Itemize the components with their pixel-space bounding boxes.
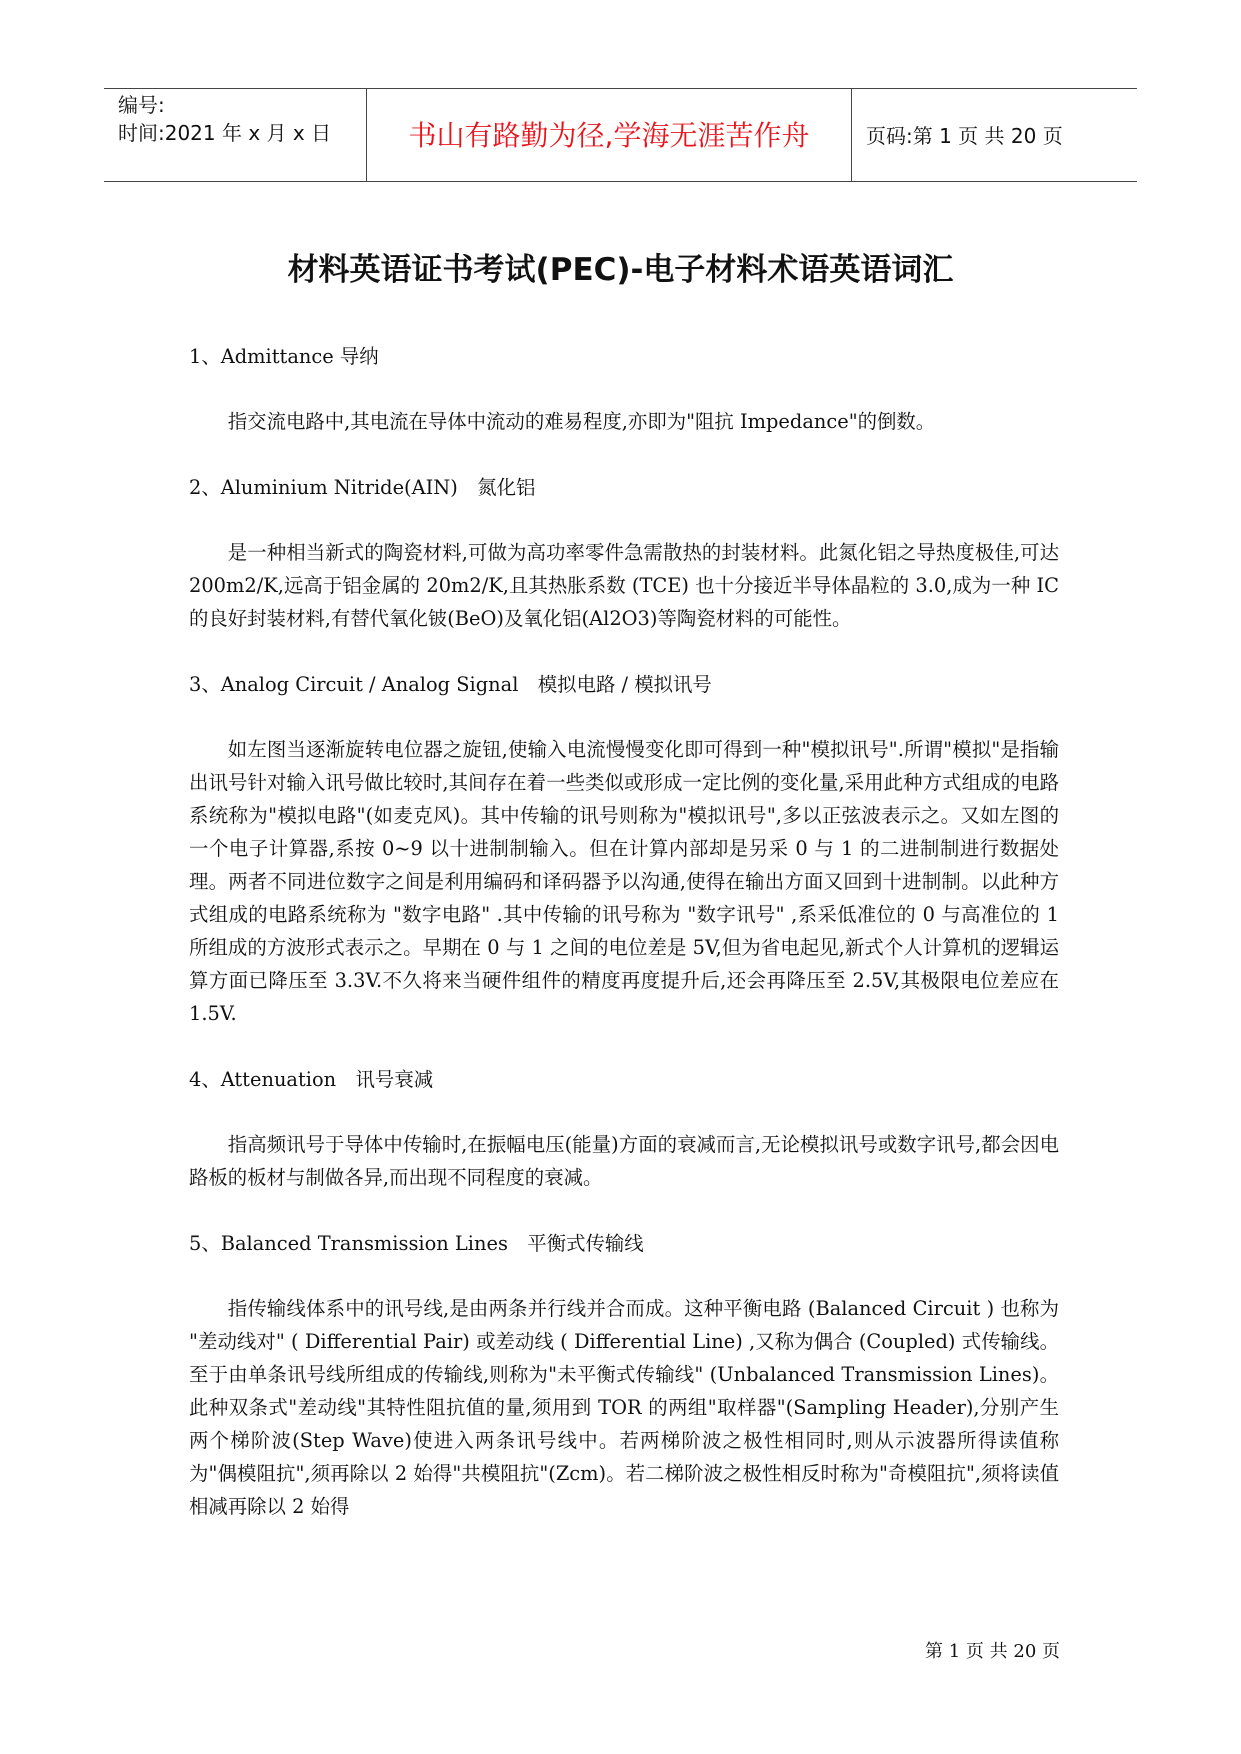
entry-term: 5、Balanced Transmission Lines 平衡式传输线 [189, 1232, 644, 1255]
entry-term: 3、Analog Circuit / Analog Signal 模拟电路 / 模拟讯号 [189, 673, 712, 696]
glossary-entry [189, 1227, 1059, 1523]
entry-term: 2、Aluminium Nitride(AIN) 氮化铝 [189, 476, 536, 499]
glossary-entry [189, 668, 1059, 1030]
glossary-content [189, 340, 1059, 1523]
header-date-label: 时间:2021 年 x 月 x 日 [118, 121, 332, 145]
glossary-entry [189, 471, 1059, 635]
entry-definition: 是一种相当新式的陶瓷材料,可做为高功率零件急需散热的封装材料。此氮化铝之导热度极佳,可达 200m2/K,远高于铝金属的 20m2/K,且其热胀系数 (TCE) 也十分接近半导体晶粒的 3.0,成为一种 IC 的良好封装材料,有替代氧化铍(BeO)及氧化铝(Al2O3)等陶瓷材料的可能性。 [189, 541, 1059, 630]
entry-definition: 指传输线体系中的讯号线,是由两条并行线并合而成。这种平衡电路 (Balanced Circuit ) 也称为 "差动线对" ( Differential Pair) 或差动线 ( Differential Line) ,又称为偶合 (Coupled) 式传输线。至于由单条讯号线所组成的传输线,则称为"未平衡式传输线" (Unbalanced Transmission Lines)。此种双条式"差动线"其特性阻抗值的量,须用到 TOR 的两组"取样器"(Sampling Header),分别产生两个梯阶波(Step Wave)使进入两条讯号线中。若两梯阶波之极性相同时,则从示波器所得读值称为"偶模阻抗",须再除以 2 始得"共模阻抗"(Zcm)。若二梯阶波之极性相反时称为"奇模阻抗",须将读值相减再除以 2 始得 [189, 1297, 1059, 1518]
glossary-entry [189, 340, 1059, 438]
entry-term: 4、Attenuation 讯号衰减 [189, 1068, 434, 1091]
header-page-label: 页码:第 1 页 共 20 页 [866, 124, 1063, 148]
glossary-entry [189, 1063, 1059, 1194]
entry-definition: 指交流电路中,其电流在导体中流动的难易程度,亦即为"阻抗 Impedance"的倒数。 [227, 410, 936, 433]
header-info-cell [104, 89, 367, 181]
header-number-label: 编号: [118, 93, 165, 117]
header-page-cell [852, 89, 1137, 181]
header-motto-cell [367, 89, 852, 181]
footer-page-number: 第 1 页 共 20 页 [925, 1641, 1060, 1662]
document-title: 材料英语证书考试(PEC)-电子材料术语英语词汇 [287, 252, 954, 288]
entry-definition: 如左图当逐渐旋转电位器之旋钮,使输入电流慢慢变化即可得到一种"模拟讯号".所谓"模拟"是指输出讯号针对输入讯号做比较时,其间存在着一些类似或形成一定比例的变化量,采用此种方式组成的电路系统称为"模拟电路"(如麦克风)。其中传输的讯号则称为"模拟讯号",多以正弦波表示之。又如左图的一个电子计算器,系按 0~9 以十进制制输入。但在计算内部却是另采 0 与 1 的二进制制进行数据处理。两者不同进位数字之间是利用编码和译码器予以沟通,使得在输出方面又回到十进制制。以此种方式组成的电路系统称为 "数字电路" .其中传输的讯号称为 "数字讯号" ,系采低准位的 0 与高准位的 1 所组成的方波形式表示之。早期在 0 与 1 之间的电位差是 5V,但为省电起见,新式个人计算机的逻辑运算方面已降压至 3.3V.不久将来当硬件组件的精度再度提升后,还会再降压至 2.5V,其极限电位差应在 1.5V. [189, 738, 1059, 1025]
entry-definition: 指高频讯号于导体中传输时,在振幅电压(能量)方面的衰减而言,无论模拟讯号或数字讯号,都会因电路板的板材与制做各异,而出现不同程度的衰减。 [189, 1133, 1059, 1189]
entry-term: 1、Admittance 导纳 [189, 345, 379, 368]
page-header [104, 88, 1137, 182]
header-motto: 书山有路勤为径,学海无涯苦作舟 [408, 119, 810, 152]
